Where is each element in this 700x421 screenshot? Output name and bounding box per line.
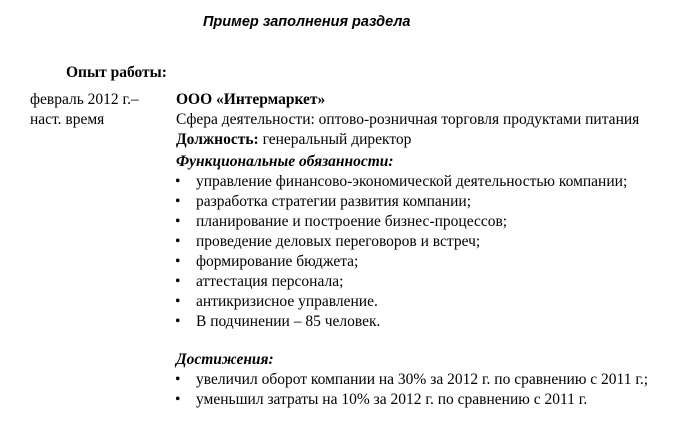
period-from: февраль 2012 г.–: [30, 91, 139, 108]
position-value: генеральный директор: [258, 131, 412, 148]
bullet-icon: •: [175, 273, 181, 290]
period-to: наст. время: [30, 111, 105, 128]
bullet-icon: •: [175, 193, 181, 210]
achievements-heading: Достижения:: [176, 351, 274, 368]
position-line: [176, 130, 692, 150]
list-item: • разработка стратегии развития компании;: [175, 193, 471, 210]
list-item: • антикризисное управление.: [175, 293, 378, 310]
bullet-icon: •: [175, 371, 181, 388]
bullet-icon: •: [175, 173, 181, 190]
bullet-icon: •: [175, 233, 181, 250]
section-title: Опыт работы:: [66, 64, 167, 81]
duties-heading: Функциональные обязанности:: [176, 153, 394, 170]
list-item: • проведение деловых переговоров и встреч;: [175, 233, 481, 250]
bullet-icon: •: [175, 293, 181, 310]
bullet-icon: •: [175, 313, 181, 330]
company-name: ООО «Интермаркет»: [176, 91, 326, 108]
list-item: • планирование и построение бизнес-процессов;: [175, 213, 508, 230]
job-details: [176, 90, 692, 410]
list-item: • управление финансово-экономической деятельностью компании;: [175, 173, 628, 190]
list-item: • аттестация персонала;: [175, 273, 344, 290]
duties-list: [176, 172, 692, 332]
achievements-list: [176, 370, 692, 410]
page-title: Пример заполнения раздела: [203, 14, 411, 30]
list-item: • уменьшил затраты на 10% за 2012 г. по сравнению с 2011 г.: [175, 391, 588, 408]
list-item: • увеличил оборот компании на 30% за 2012 г. по сравнению с 2011 г.;: [175, 371, 649, 388]
bullet-icon: •: [175, 253, 181, 270]
employment-period: [30, 90, 139, 130]
bullet-icon: •: [175, 213, 181, 230]
list-item: • формирование бюджета;: [175, 253, 359, 270]
position-label: Должность:: [176, 131, 259, 148]
list-item: • В подчинении – 85 человек.: [175, 313, 381, 330]
business-field: Сфера деятельности: оптово-розничная торговля продуктами питания: [176, 111, 640, 128]
bullet-icon: •: [175, 391, 181, 408]
